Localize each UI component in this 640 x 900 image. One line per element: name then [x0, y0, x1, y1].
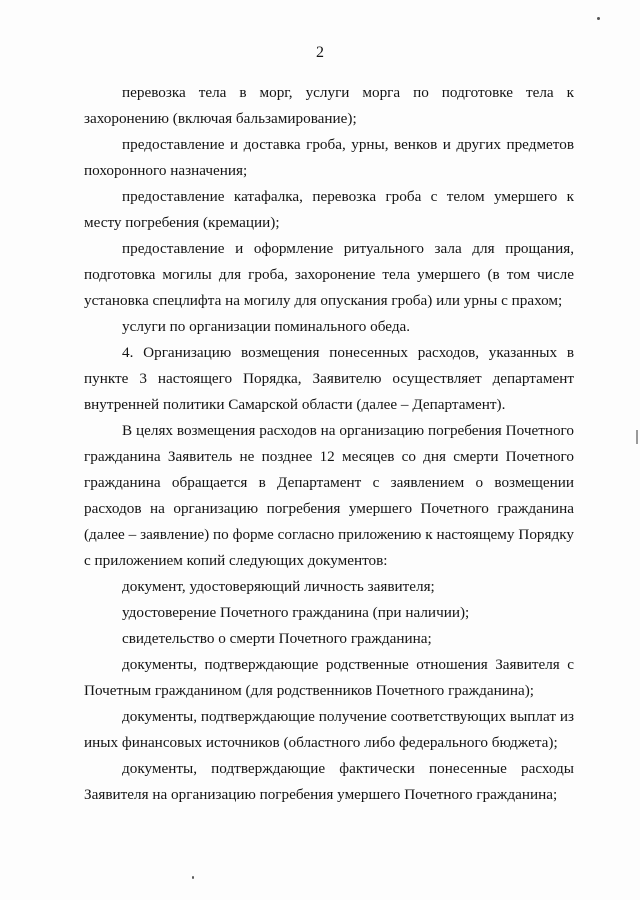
document-body [84, 80, 574, 808]
list-item-identity-document: документ, удостоверяющий личность заявителя; [122, 578, 435, 595]
paragraph-coffin-delivery: предоставление и доставка гроба, урны, венков и других предметов похоронного назначения; [84, 136, 574, 179]
page-number: 2 [316, 44, 324, 61]
paragraph-hearse: предоставление катафалка, перевозка гроба с телом умершего к месту погребения (кремации); [84, 188, 574, 231]
list-item-actual-expenses: документы, подтверждающие фактически понесенные расходы Заявителя на организацию погребения умершего Почетного гражданина; [84, 760, 574, 803]
scan-edge-mark [636, 430, 638, 444]
list-item-other-payments: документы, подтверждающие получение соответствующих выплат из иных финансовых источников (областного либо федерального бюджета); [84, 708, 574, 751]
scan-speck [192, 876, 194, 879]
paragraph-item-4: 4. Организацию возмещения понесенных расходов, указанных в пункте 3 настоящего Порядка, Заявителю осуществляет департамент внутренней политики Самарской области (далее – Департамент). [84, 344, 574, 413]
scan-speck [597, 17, 600, 20]
paragraph-transport-to-morgue: перевозка тела в морг, услуги морга по подготовке тела к захоронению (включая бальзамирование); [84, 84, 574, 127]
list-item-death-certificate: свидетельство о смерти Почетного гражданина; [122, 630, 432, 647]
list-item-kinship-documents: документы, подтверждающие родственные отношения Заявителя с Почетным гражданином (для родственников Почетного гражданина); [84, 656, 574, 699]
list-item-honorary-certificate: удостоверение Почетного гражданина (при наличии); [122, 604, 470, 621]
paragraph-ritual-hall: предоставление и оформление ритуального зала для прощания, подготовка могилы для гроба, захоронение тела умершего (в том числе установка спецлифта на могилу для опускания гроба) или урны с прахом; [84, 240, 574, 309]
paragraph-memorial-dinner: услуги по организации поминального обеда. [122, 318, 411, 335]
paragraph-reimbursement-application: В целях возмещения расходов на организацию погребения Почетного гражданина Заявитель не позднее 12 месяцев со дня смерти Почетного гражданина обращается в Департамент с заявлением о возмещении расходов на организацию погребения умершего Почетного гражданина (далее – заявление) по форме согласно приложению к настоящему Порядку с приложением копий следующих документов: [84, 422, 574, 569]
